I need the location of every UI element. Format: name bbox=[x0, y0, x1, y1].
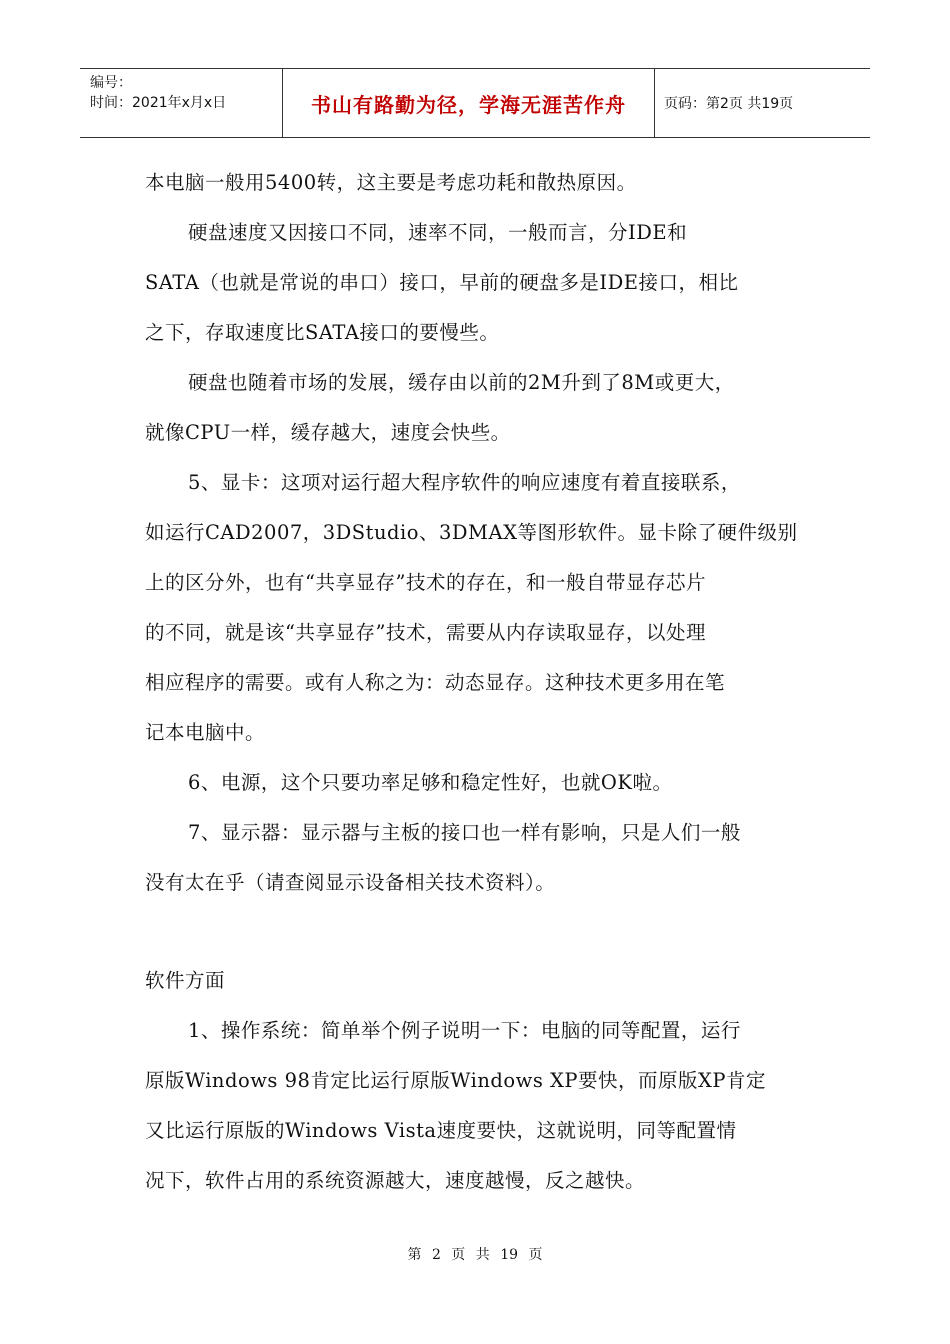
section-heading: 软件方面 bbox=[145, 969, 226, 992]
text-line: 的不同，就是该“共享显存”技术，需要从内存读取显存，以处理 bbox=[145, 621, 706, 644]
page-header bbox=[80, 68, 870, 138]
text-line: 本电脑一般用5400转，这主要是考虑功耗和散热原因。 bbox=[145, 171, 637, 194]
text-line: 硬盘也随着市场的发展，缓存由以前的2M升到了8M或更大， bbox=[188, 371, 735, 394]
text-line: 原版Windows 98肯定比运行原版Windows XP要快，而原版XP肯定 bbox=[145, 1069, 767, 1092]
text-line: 就像CPU一样，缓存越大，速度会快些。 bbox=[145, 421, 511, 444]
text-line: 上的区分外，也有“共享显存”技术的存在，和一般自带显存芯片 bbox=[145, 571, 706, 594]
text-line: 记本电脑中。 bbox=[145, 721, 266, 744]
text-line: 没有太在乎（请查阅显示设备相关技术资料）。 bbox=[145, 871, 556, 894]
text-line: 相应程序的需要。或有人称之为：动态显存。这种技术更多用在笔 bbox=[145, 671, 726, 694]
header-motto: 书山有路勤为径，学海无涯苦作舟 bbox=[311, 92, 626, 117]
text-line: 又比运行原版的Windows Vista速度要快，这就说明，同等配置情 bbox=[145, 1119, 737, 1142]
header-divider bbox=[654, 69, 655, 137]
text-line: 如运行CAD2007，3DStudio、3DMAX等图形软件。显卡除了硬件级别 bbox=[145, 521, 798, 544]
text-line: 况下，软件占用的系统资源越大，速度越慢，反之越快。 bbox=[145, 1169, 646, 1192]
text-line: 5、显卡：这项对运行超大程序软件的响应速度有着直接联系， bbox=[188, 471, 741, 494]
header-meta bbox=[90, 73, 226, 113]
text-line: 之下，存取速度比SATA接口的要慢些。 bbox=[145, 321, 500, 344]
page-footer: 第 2 页 共 19 页 bbox=[407, 1247, 543, 1263]
time-label: 时间：2021年x月x日 bbox=[90, 95, 227, 111]
number-label: 编号： bbox=[90, 75, 132, 91]
text-line: 6、电源，这个只要功率足够和稳定性好，也就OK啦。 bbox=[188, 771, 673, 794]
header-page-label: 页码：第2页 共19页 bbox=[664, 96, 794, 112]
text-line: 1、操作系统：简单举个例子说明一下：电脑的同等配置，运行 bbox=[188, 1019, 741, 1042]
text-line: 7、显示器：显示器与主板的接口也一样有影响，只是人们一般 bbox=[188, 821, 741, 844]
text-line: SATA（也就是常说的串口）接口，早前的硬盘多是IDE接口，相比 bbox=[145, 271, 739, 294]
text-line: 硬盘速度又因接口不同，速率不同，一般而言，分IDE和 bbox=[188, 221, 688, 244]
document-body bbox=[145, 158, 810, 1206]
